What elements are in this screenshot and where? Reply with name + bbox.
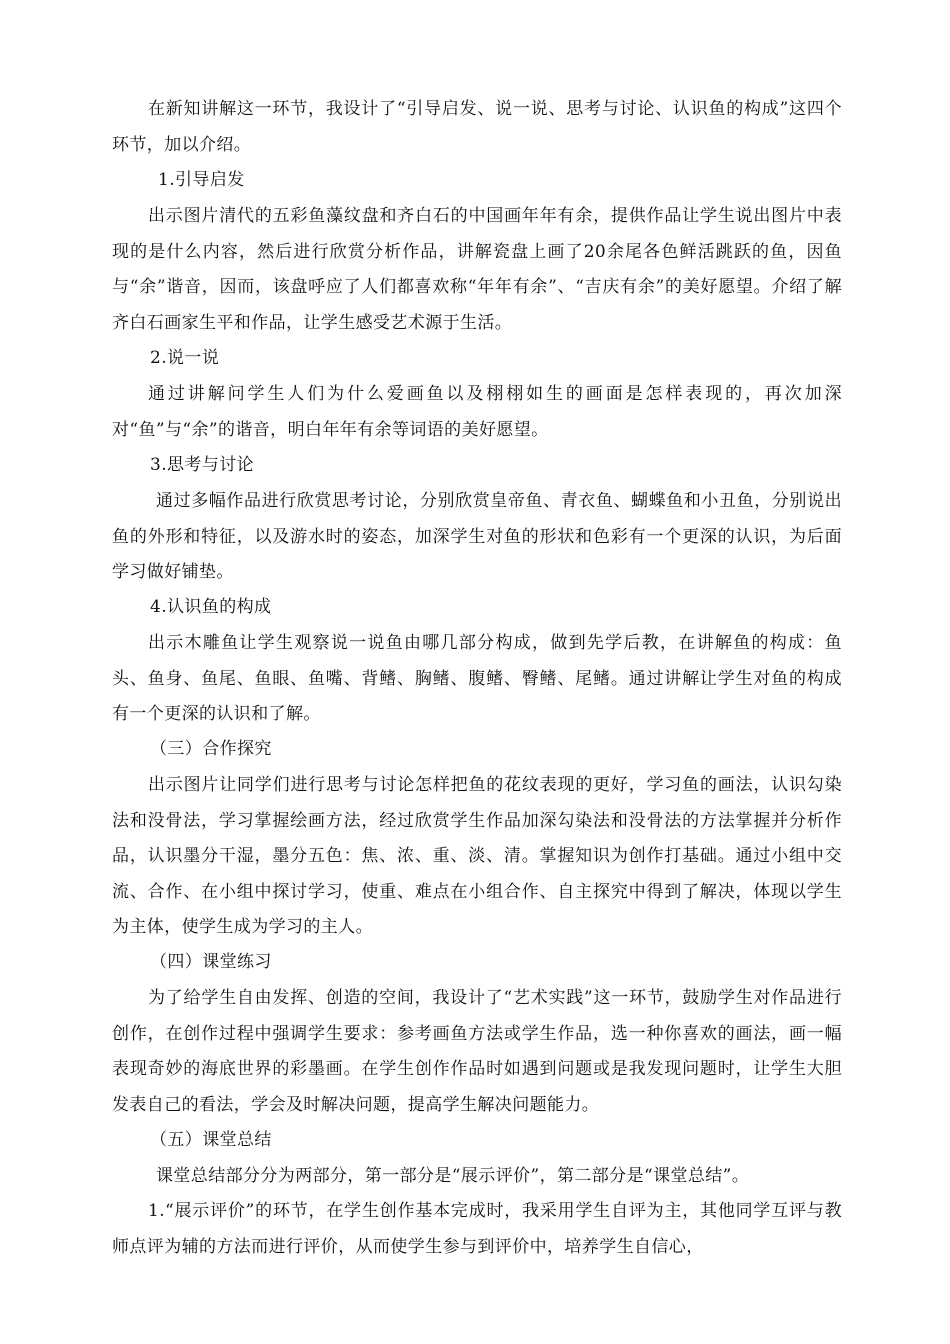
paragraph-guidance: 出示图片清代的五彩鱼藻纹盘和齐白石的中国画年年有余，提供作品让学生说出图片中表现的是什么内容，然后进行欣赏分析作品，讲解瓷盘上画了20余尾各色鲜活跳跃的鱼，因鱼与“余”谐音，因而，该盘呼应了人们都喜欢称“年年有余”、“吉庆有余”的美好愿望。介绍了解齐白石画家生平和作品，让学生感受艺术源于生活。 — [112, 206, 842, 333]
paragraph-talk: 通过讲解问学生人们为什么爱画鱼以及栩栩如生的画面是怎样表现的，再次加深对“鱼”与“余”的谐音，明白年年有余等词语的美好愿望。 — [112, 384, 842, 440]
paragraph-fish-structure: 出示木雕鱼让学生观察说一说鱼由哪几部分构成，做到先学后教，在讲解鱼的构成：鱼头、鱼身、鱼尾、鱼眼、鱼嘴、背鳍、胸鳍、腹鳍、臀鳍、尾鳍。通过讲解让学生对鱼的构成有一个更深的认识和了解。 — [112, 633, 842, 724]
heading-classroom-summary: （五）课堂总结 — [150, 1130, 272, 1150]
heading-guidance: 1.引导启发 — [158, 170, 245, 190]
heading-classroom-practice: （四）课堂练习 — [150, 952, 272, 972]
paragraph-summary-overview: 课堂总结部分分为两部分，第一部分是“展示评价”，第二部分是“课堂总结”。 — [156, 1166, 750, 1186]
paragraph-new-knowledge-intro: 在新知讲解这一环节，我设计了“引导启发、说一说、思考与讨论、认识鱼的构成”这四个环节，加以介绍。 — [112, 99, 842, 155]
heading-fish-structure: 4.认识鱼的构成 — [150, 597, 272, 617]
paragraph-cooperative-inquiry: 出示图片让同学们进行思考与讨论怎样把鱼的花纹表现的更好，学习鱼的画法，认识勾染法和没骨法，学习掌握绘画方法，经过欣赏学生作品加深勾染法和没骨法的方法掌握并分析作品，认识墨分干湿，墨分五色：焦、浓、重、淡、清。掌握知识为创作打基础。通过小组中交流、合作、在小组中探讨学习，使重、难点在小组合作、自主探究中得到了解决，体现以学生为主体，使学生成为学习的主人。 — [112, 775, 842, 937]
paragraph-discussion: 通过多幅作品进行欣赏思考讨论，分别欣赏皇帝鱼、青衣鱼、蝴蝶鱼和小丑鱼，分别说出鱼的外形和特征，以及游水时的姿态，加深学生对鱼的形状和色彩有一个更深的认识，为后面学习做好铺垫。 — [112, 491, 842, 582]
paragraph-classroom-practice: 为了给学生自由发挥、创造的空间，我设计了“艺术实践”这一环节，鼓励学生对作品进行创作，在创作过程中强调学生要求：参考画鱼方法或学生作品，选一种你喜欢的画法，画一幅表现奇妙的海底世界的彩墨画。在学生创作作品时如遇到问题或是我发现问题时，让学生大胆发表自己的看法，学会及时解决问题，提高学生解决问题能力。 — [112, 988, 842, 1115]
paragraph-display-evaluation: 1.“展示评价”的环节，在学生创作基本完成时，我采用学生自评为主，其他同学互评与教师点评为辅的方法而进行评价，从而使学生参与到评价中，培养学生自信心， — [112, 1201, 842, 1257]
heading-talk: 2.说一说 — [150, 348, 220, 368]
heading-cooperative-inquiry: （三）合作探究 — [150, 739, 272, 759]
heading-discussion: 3.思考与讨论 — [150, 455, 255, 475]
